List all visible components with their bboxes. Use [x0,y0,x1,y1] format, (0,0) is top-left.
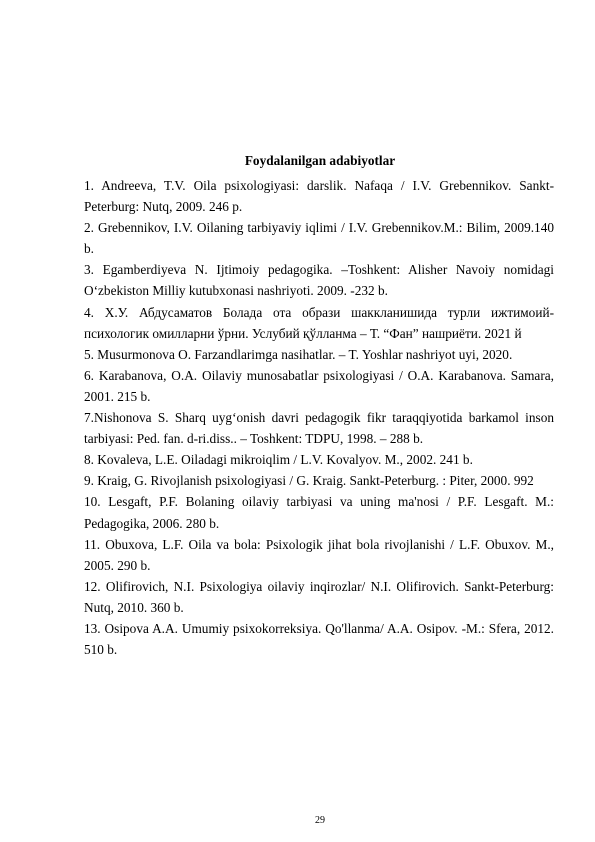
reference-item: 1. Andreeva, T.V. Oila psixologiyasi: darslik. Nafaqa / I.V. Grebennikov. Sankt-Peterburg: Nutq, 2009. 246 p. [84,178,554,215]
reference-item: 12. Olifirovich, N.I. Psixologiya oilaviy inqirozlar/ N.I. Olifirovich. Sankt-Peterburg: Nutq, 2010. 360 b. [84,578,554,615]
reference-item: 3. Egamberdiyeva N. Ijtimoiy pedagogika. –Toshkent: Alisher Navoiy nomidagi O‘zbekiston Milliy kutubxonasi nashriyoti. 2009. -232 b. [84,262,554,299]
reference-item: 6. Karabanova, O.A. Oilaviy munosabatlar psixologiyasi / O.A. Karabanova. Samara, 2001. 215 b. [84,367,554,404]
reference-item: 10. Lesgaft, P.F. Bolaning oilaviy tarbiyasi va uning ma'nosi / P.F. Lesgaft. M.: Pedagogika, 2006. 280 b. [84,494,554,531]
reference-item: 8. Kovaleva, L.E. Oiladagi mikroiqlim / L.V. Kovalyov. M., 2002. 241 b. [84,452,473,468]
reference-item: 13. Osipova A.A. Umumiy psixokorreksiya. Qo'llanma/ A.A. Osipov. -M.: Sfera, 2012. 510 b. [84,620,554,658]
reference-item: 11. Obuxova, L.F. Oila va bola: Psixologik jihat bola rivojlanishi / L.F. Obuxov. M., 2005. 290 b. [84,536,554,573]
reference-list [84,175,554,660]
page-number: 29 [315,815,325,826]
reference-item: 7.Nishonova S. Sharq uyg‘onish davri pedagogik fikr taraqqiyotida barkamol inson tarbiyasi: Ped. fan. d-ri.diss.. – Toshkent: TDPU, 1998. – 288 b. [84,410,554,447]
reference-item: 9. Kraig, G. Rivojlanish psixologiyasi / G. Kraig. Sankt-Peterburg. : Piter, 2000. 992 [84,473,534,489]
reference-item: 5. Musurmonova O. Farzandlarimga nasihatlar. – T. Yoshlar nashriyot uyi, 2020. [84,346,513,362]
reference-item: 2. Grebennikov, I.V. Oilaning tarbiyaviy iqlimi / I.V. Grebennikov.M.: Bilim, 2009.140 b. [84,220,554,257]
page-title: Foydalanilgan adabiyotlar [244,153,396,168]
reference-item: 4. Х.У. Абдусаматов Болада ота образи шаккланишида турли ижтимоий-психологик омилларни ўрни. Услубий қўлланма – Т. “Фан” нашриёти. 2021 й [84,304,554,341]
